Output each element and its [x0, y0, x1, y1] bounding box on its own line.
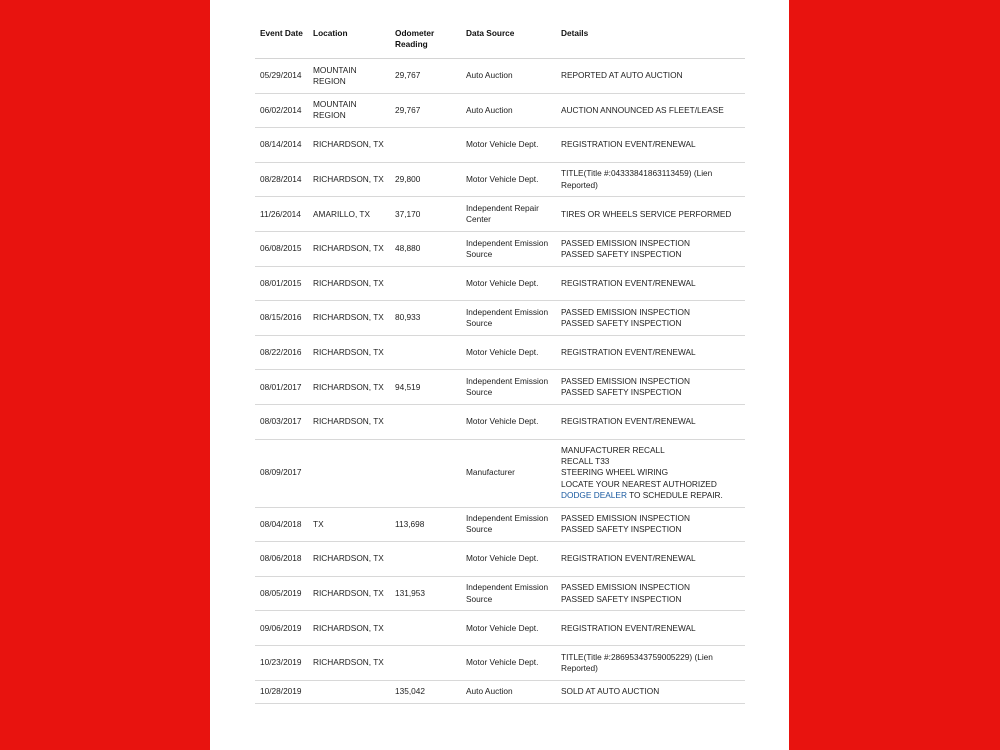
table-row	[255, 576, 745, 611]
event-date-cell: 08/15/2016	[255, 301, 308, 336]
odometer-cell: 48,880	[390, 231, 461, 266]
odometer-cell	[390, 439, 461, 507]
details-cell	[556, 542, 745, 577]
table-row	[255, 301, 745, 336]
location-cell: AMARILLO, TX	[308, 197, 390, 232]
table-row	[255, 231, 745, 266]
table-row	[255, 370, 745, 405]
event-date-cell: 08/06/2018	[255, 542, 308, 577]
location-cell: RICHARDSON, TX	[308, 128, 390, 163]
header-location: Location	[308, 24, 390, 59]
detail-line: PASSED EMISSION INSPECTION	[561, 582, 690, 593]
details-cell	[556, 128, 745, 163]
odometer-cell: 29,767	[390, 59, 461, 94]
data-source-cell: Auto Auction	[461, 93, 556, 128]
event-date-cell: 08/09/2017	[255, 439, 308, 507]
details-cell	[556, 370, 745, 405]
odometer-cell	[390, 335, 461, 370]
location-cell: RICHARDSON, TX	[308, 162, 390, 197]
details-cell	[556, 439, 745, 507]
data-source-cell: Auto Auction	[461, 59, 556, 94]
event-date-cell: 10/28/2019	[255, 680, 308, 703]
detail-line: PASSED SAFETY INSPECTION	[561, 248, 682, 259]
details-cell	[556, 231, 745, 266]
location-cell: RICHARDSON, TX	[308, 611, 390, 646]
detail-line: TIRES OR WHEELS SERVICE PERFORMED	[561, 208, 732, 219]
detail-line: LOCATE YOUR NEAREST AUTHORIZED	[561, 478, 717, 489]
detail-line: REPORTED AT AUTO AUCTION	[561, 70, 683, 81]
history-rows	[255, 59, 745, 704]
detail-line: AUCTION ANNOUNCED AS FLEET/LEASE	[561, 104, 724, 115]
header-data-source: Data Source	[461, 24, 556, 59]
table-row	[255, 404, 745, 439]
event-date-cell: 06/08/2015	[255, 231, 308, 266]
location-cell: RICHARDSON, TX	[308, 645, 390, 680]
detail-line: STEERING WHEEL WIRING	[561, 467, 669, 478]
detail-line: PASSED EMISSION INSPECTION	[561, 513, 690, 524]
odometer-cell: 131,953	[390, 576, 461, 611]
odometer-cell: 37,170	[390, 197, 461, 232]
location-cell: RICHARDSON, TX	[308, 266, 390, 301]
event-date-cell: 08/05/2019	[255, 576, 308, 611]
event-date-cell: 08/22/2016	[255, 335, 308, 370]
detail-line: SOLD AT AUTO AUCTION	[561, 685, 660, 696]
detail-line: PASSED EMISSION INSPECTION	[561, 237, 690, 248]
data-source-cell: Motor Vehicle Dept.	[461, 335, 556, 370]
location-cell: TX	[308, 507, 390, 542]
detail-line: REGISTRATION EVENT/RENEWAL	[561, 277, 696, 288]
table-row	[255, 266, 745, 301]
detail-line: RECALL T33	[561, 456, 610, 467]
location-cell	[308, 439, 390, 507]
dealer-locator-link[interactable]: DODGE DEALER	[561, 489, 627, 500]
location-cell: MOUNTAIN REGION	[308, 59, 390, 94]
event-date-cell: 08/14/2014	[255, 128, 308, 163]
data-source-cell: Motor Vehicle Dept.	[461, 645, 556, 680]
detail-line	[561, 490, 741, 501]
odometer-cell: 80,933	[390, 301, 461, 336]
table-row	[255, 680, 745, 703]
detail-line: PASSED EMISSION INSPECTION	[561, 375, 690, 386]
table-row	[255, 611, 745, 646]
detail-line: PASSED EMISSION INSPECTION	[561, 306, 690, 317]
details-cell	[556, 404, 745, 439]
event-date-cell: 05/29/2014	[255, 59, 308, 94]
details-cell	[556, 162, 745, 197]
odometer-cell	[390, 542, 461, 577]
table-header-row	[255, 24, 745, 59]
detail-line: REGISTRATION EVENT/RENEWAL	[561, 416, 696, 427]
vehicle-history-table	[255, 24, 745, 704]
details-cell	[556, 197, 745, 232]
location-cell: RICHARDSON, TX	[308, 404, 390, 439]
event-date-cell: 10/23/2019	[255, 645, 308, 680]
event-date-cell: 08/03/2017	[255, 404, 308, 439]
odometer-cell: 29,800	[390, 162, 461, 197]
detail-line: PASSED SAFETY INSPECTION	[561, 524, 682, 535]
odometer-cell	[390, 611, 461, 646]
detail-link-suffix: TO SCHEDULE REPAIR.	[626, 489, 723, 500]
location-cell	[308, 680, 390, 703]
data-source-cell: Motor Vehicle Dept.	[461, 266, 556, 301]
data-source-cell: Manufacturer	[461, 439, 556, 507]
odometer-cell: 135,042	[390, 680, 461, 703]
data-source-cell: Independent Emission Source	[461, 370, 556, 405]
data-source-cell: Auto Auction	[461, 680, 556, 703]
data-source-cell: Motor Vehicle Dept.	[461, 611, 556, 646]
event-date-cell: 11/26/2014	[255, 197, 308, 232]
table-row	[255, 197, 745, 232]
odometer-cell	[390, 645, 461, 680]
location-cell: RICHARDSON, TX	[308, 370, 390, 405]
header-odometer-reading: Odometer Reading	[390, 24, 461, 59]
header-event-date: Event Date	[255, 24, 308, 59]
table-row	[255, 507, 745, 542]
location-cell: RICHARDSON, TX	[308, 576, 390, 611]
header-details: Details	[556, 24, 745, 59]
data-source-cell: Independent Repair Center	[461, 197, 556, 232]
detail-line: MANUFACTURER RECALL	[561, 445, 665, 456]
event-date-cell: 08/01/2017	[255, 370, 308, 405]
details-cell	[556, 266, 745, 301]
event-date-cell: 08/04/2018	[255, 507, 308, 542]
data-source-cell: Independent Emission Source	[461, 231, 556, 266]
detail-line: REGISTRATION EVENT/RENEWAL	[561, 346, 696, 357]
location-cell: RICHARDSON, TX	[308, 335, 390, 370]
detail-line: PASSED SAFETY INSPECTION	[561, 387, 682, 398]
details-cell	[556, 645, 745, 680]
data-source-cell: Independent Emission Source	[461, 507, 556, 542]
location-cell: RICHARDSON, TX	[308, 542, 390, 577]
report-page	[210, 0, 789, 750]
detail-line: PASSED SAFETY INSPECTION	[561, 593, 682, 604]
odometer-cell: 94,519	[390, 370, 461, 405]
details-cell	[556, 93, 745, 128]
event-date-cell: 06/02/2014	[255, 93, 308, 128]
location-cell: RICHARDSON, TX	[308, 231, 390, 266]
data-source-cell: Motor Vehicle Dept.	[461, 404, 556, 439]
details-cell	[556, 611, 745, 646]
table-row	[255, 59, 745, 94]
table-row	[255, 93, 745, 128]
data-source-cell: Independent Emission Source	[461, 301, 556, 336]
details-cell	[556, 59, 745, 94]
detail-line: REGISTRATION EVENT/RENEWAL	[561, 553, 696, 564]
odometer-cell: 113,698	[390, 507, 461, 542]
details-cell	[556, 335, 745, 370]
location-cell: RICHARDSON, TX	[308, 301, 390, 336]
details-cell	[556, 680, 745, 703]
data-source-cell: Motor Vehicle Dept.	[461, 542, 556, 577]
detail-line: PASSED SAFETY INSPECTION	[561, 317, 682, 328]
table-row	[255, 439, 745, 507]
odometer-cell	[390, 128, 461, 163]
detail-line: TITLE(Title #:28695343759005229) (Lien Reported)	[561, 651, 713, 673]
location-cell: MOUNTAIN REGION	[308, 93, 390, 128]
data-source-cell: Motor Vehicle Dept.	[461, 162, 556, 197]
table-row	[255, 645, 745, 680]
detail-line: REGISTRATION EVENT/RENEWAL	[561, 622, 696, 633]
data-source-cell: Motor Vehicle Dept.	[461, 128, 556, 163]
detail-line: REGISTRATION EVENT/RENEWAL	[561, 139, 696, 150]
odometer-cell: 29,767	[390, 93, 461, 128]
odometer-cell	[390, 404, 461, 439]
details-cell	[556, 301, 745, 336]
data-source-cell: Independent Emission Source	[461, 576, 556, 611]
event-date-cell: 08/28/2014	[255, 162, 308, 197]
odometer-cell	[390, 266, 461, 301]
table-row	[255, 335, 745, 370]
event-date-cell: 09/06/2019	[255, 611, 308, 646]
event-date-cell: 08/01/2015	[255, 266, 308, 301]
detail-line: TITLE(Title #:04333841863113459) (Lien Reported)	[561, 168, 713, 190]
table-row	[255, 128, 745, 163]
table-row	[255, 162, 745, 197]
details-cell	[556, 507, 745, 542]
details-cell	[556, 576, 745, 611]
table-row	[255, 542, 745, 577]
